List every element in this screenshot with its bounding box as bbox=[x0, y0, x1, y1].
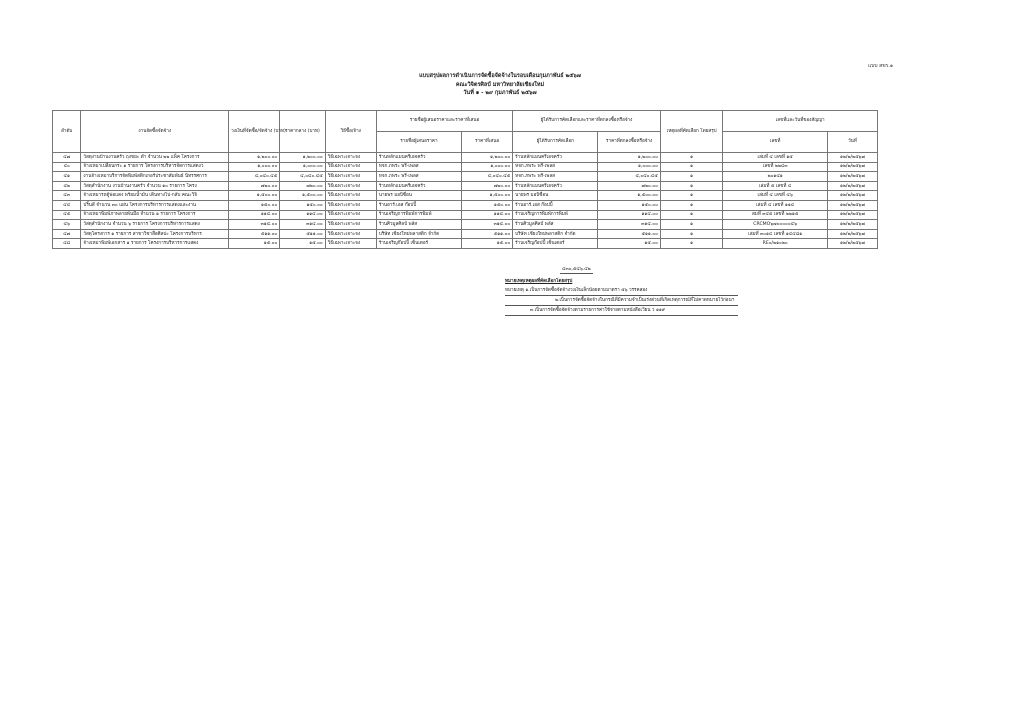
median-price: ๑๕.๐๐ bbox=[280, 239, 325, 249]
reason-code: ๑ bbox=[660, 210, 723, 220]
title-line-1: แบบสรุปผลการดำเนินการจัดซื้อจัดจ้างในรอบเดือนกุมภาพันธ์ ๒๕๖๗ bbox=[419, 73, 581, 79]
bidder-name: หจก.ภพระ พรี-เพลส bbox=[376, 172, 461, 182]
table-row bbox=[53, 239, 878, 249]
bid-price: ๑๑๔.๐๐ bbox=[462, 210, 513, 220]
document-title bbox=[380, 72, 620, 98]
purchase-method: วิธีเฉพาะเจาะจง bbox=[325, 210, 376, 220]
bidder-name: ร้านเจริญก๊อปปี้ เซ็นเตอร์ bbox=[376, 239, 461, 249]
contract-date: ๑๒/๒/๒๕๖๗ bbox=[827, 172, 877, 182]
reason-code: ๑ bbox=[660, 191, 723, 201]
row-number: ๔๑ bbox=[53, 172, 81, 182]
header-method: วิธีซื้อ/จ้าง bbox=[325, 111, 376, 153]
header-work: งานจัดซื้อจัดจ้าง bbox=[81, 111, 229, 153]
median-price: ๕๑๑.๐๐ bbox=[280, 229, 325, 239]
reason-code: ๑ bbox=[660, 220, 723, 230]
form-code: แบบ สขร.๑ bbox=[868, 63, 894, 69]
work-description: วัสดุสำนักงาน จำนวน ๖ รายการ โครงการบริหารการแสดง bbox=[81, 220, 229, 230]
work-description: จ้างเหมาพิมพ์เอกสาร ๑ รายการ โครงการบริหารการแสดง bbox=[81, 239, 229, 249]
median-price: ๔,๐๔๐.๔๕ bbox=[280, 172, 325, 182]
bid-price: ๗๒๐.๐๐ bbox=[462, 181, 513, 191]
contract-number: เล่มที่ ๕ เลขที่ ๔ bbox=[723, 181, 828, 191]
work-description: วัสดุงานบ้านงานครัว ถุงขยะ ดำ จำนวน ๒๒ แพ็ค โครงการ bbox=[81, 153, 229, 163]
bid-price: ๔,๐๔๐.๔๕ bbox=[462, 172, 513, 182]
reason-code: ๑ bbox=[660, 162, 723, 172]
table-header bbox=[53, 111, 878, 153]
budget-amount: ๔,๐๔๐.๔๕ bbox=[229, 172, 280, 182]
contract-number: เล่มที่ ๔ เลขที่ ๑๕ bbox=[723, 153, 828, 163]
reason-code: ๑ bbox=[660, 172, 723, 182]
budget-amount: ๑๑๔.๐๐ bbox=[229, 210, 280, 220]
row-number: ๔๓ bbox=[53, 191, 81, 201]
reason-code: ๑ bbox=[660, 153, 723, 163]
reason-line-1: หมายเหตุ ๑.เป็นการจัดซื้อจัดจ้างวงเงินเล็กน้อยตามมาตรา ๕๖ วรรคสอง bbox=[505, 286, 738, 296]
median-price: ๗๒๐.๐๐ bbox=[280, 181, 325, 191]
agreed-price: ๗๒๐.๐๐ bbox=[598, 181, 661, 191]
bid-price: ๑๕.๐๐ bbox=[462, 239, 513, 249]
contract-date: ๑๒/๒/๒๕๖๗ bbox=[827, 239, 877, 249]
reason-line-3: ๓.เป็นการจัดซื้อจัดจ้างตามรายการค่าใช้จ่ายตามหนังสือเวียน ว ๑๑๙ bbox=[505, 306, 738, 316]
table-row bbox=[53, 181, 878, 191]
budget-amount: ๑๕.๐๐ bbox=[229, 239, 280, 249]
median-price: ๑๕๐.๐๐ bbox=[280, 200, 325, 210]
contract-date: ๑๒/๒/๒๕๖๗ bbox=[827, 191, 877, 201]
bid-price: ๑๕๐.๐๐ bbox=[462, 200, 513, 210]
bidder-name: ร้านหลักแมนครีเอจครัว bbox=[376, 181, 461, 191]
winner-name: ร้านหลักแมนครีเอจครัว bbox=[513, 181, 598, 191]
purchase-method: วิธีเฉพาะเจาะจง bbox=[325, 172, 376, 182]
bidder-name: นายพร มอบิซื่อน bbox=[376, 191, 461, 201]
header-contract-no: เลขที่ bbox=[723, 132, 828, 153]
reasons-title: หมายเหตุเหตุผลที่คัดเลือกโดยสรุป bbox=[505, 279, 573, 284]
header-median-price: ราคากลาง (บาท) bbox=[280, 111, 325, 153]
winner-name: ร้านศิวมูลศิลป์ พลัส bbox=[513, 220, 598, 230]
agreed-price: ๕๑๑.๐๐ bbox=[598, 229, 661, 239]
table-row bbox=[53, 172, 878, 182]
header-bid-price: ราคาที่เสนอ bbox=[462, 132, 513, 153]
header-winner-group: ผู้ได้รับการคัดเลือกและราคาที่ตกลงซื้อหรือจ้าง bbox=[513, 111, 661, 132]
header-bidder-name: รายชื่อผู้เสนอราคา bbox=[376, 132, 461, 153]
table-row bbox=[53, 220, 878, 230]
winner-name: หจก.ภพระ พรี-เพลส bbox=[513, 162, 598, 172]
row-number: ๔๗ bbox=[53, 153, 81, 163]
bidder-name: หจก.ภพระ พรี-เพลส bbox=[376, 162, 461, 172]
contract-number: ๒๐๑๔๑ bbox=[723, 172, 828, 182]
winner-name: ร้านเจริญก๊อปปี้ เซ็นเตอร์ bbox=[513, 239, 598, 249]
reason-code: ๑ bbox=[660, 181, 723, 191]
agreed-price: ๔,๐๔๐.๔๕ bbox=[598, 172, 661, 182]
contract-number: เล่มที่ ๓๐๑๔ เลขที่ ๑๔๔๘๑ bbox=[723, 229, 828, 239]
agreed-price: ๑๕๐.๐๐ bbox=[598, 200, 661, 210]
bid-price: ๑,๒๐๐.๐๐ bbox=[462, 153, 513, 163]
bidder-name: ร้านอาร์.เอส ก๊อปปี้ bbox=[376, 200, 461, 210]
contract-date: ๑๒/๒/๒๕๖๗ bbox=[827, 181, 877, 191]
reason-code: ๑ bbox=[660, 200, 723, 210]
median-price: ๑,๕๐๐.๐๐ bbox=[280, 191, 325, 201]
budget-amount: ๑,๒๐๐.๐๐ bbox=[229, 153, 280, 163]
contract-number: เล่มที่ ๔ เลขที่ ๔๖ bbox=[723, 191, 828, 201]
work-description: วัสดุโครงการ ๑ รายการ สาขาวิชาสื่อศิลปะ โครงการบริหาร bbox=[81, 229, 229, 239]
agreed-price: ๑,๐๐๐.๐๐ bbox=[598, 162, 661, 172]
row-number: ๔๐ bbox=[53, 162, 81, 172]
purchase-method: วิธีเฉพาะเจาะจง bbox=[325, 153, 376, 163]
procurement-table bbox=[52, 110, 878, 249]
table-row bbox=[53, 153, 878, 163]
row-number: ๔๘ bbox=[53, 239, 81, 249]
budget-amount: ๑,๐๐๐.๐๐ bbox=[229, 162, 280, 172]
header-no: ลำดับ bbox=[53, 111, 81, 153]
work-description: จ้างเหมารถตู้พ่อแดง พร้อมน้ำมัน เดินทางไป-กลับ คณะวิจิ bbox=[81, 191, 229, 201]
contract-number: เลขที่ ๒๒๔๓ bbox=[723, 162, 828, 172]
median-price: ๑,๐๐๐.๐๐ bbox=[280, 162, 325, 172]
agreed-price: ๑๑๔.๐๐ bbox=[598, 210, 661, 220]
title-line-2: คณะวิจิตรศิลป์ มหาวิทยาลัยเชียงใหม่ bbox=[455, 81, 545, 88]
header-reason: เหตุผลที่คัดเลือก โดยสรุป bbox=[660, 111, 723, 153]
row-number: ๔๕ bbox=[53, 210, 81, 220]
budget-amount: ๑,๕๐๐.๐๐ bbox=[229, 191, 280, 201]
purchase-method: วิธีเฉพาะเจาะจง bbox=[325, 220, 376, 230]
table-row bbox=[53, 229, 878, 239]
header-agreed-price: ราคาที่ตกลงซื้อหรือจ้าง bbox=[598, 132, 661, 153]
median-price: ๑,๒๐๐.๐๐ bbox=[280, 153, 325, 163]
table-row bbox=[53, 162, 878, 172]
reason-code: ๑ bbox=[660, 229, 723, 239]
contract-number: สมที่ ๓๔๕ เลขที่ ๒๒๑๕ bbox=[723, 210, 828, 220]
work-description: งานจ้างเหมาบริการจัดพิมพ์สติกเกอร์ประชาสัมพันธ์ นิทรรศการ bbox=[81, 172, 229, 182]
bidder-name: ร้านเจริญการพิมพ์การพิมพ์ bbox=[376, 210, 461, 220]
contract-number: เล่มที่ ๔ เลขที่ ๑๑๔ bbox=[723, 200, 828, 210]
budget-amount: ๕๑๑.๐๐ bbox=[229, 229, 280, 239]
purchase-method: วิธีเฉพาะเจาะจง bbox=[325, 229, 376, 239]
contract-date: ๑๒/๒/๒๕๖๗ bbox=[827, 153, 877, 163]
winner-name: ร้านอาร์.เอส ก๊อปปี้ bbox=[513, 200, 598, 210]
header-budget: วงเงินที่จัดซื้อ/จัดจ้าง (บาท) bbox=[229, 111, 280, 153]
bid-price: ๕๑๑.๐๐ bbox=[462, 229, 513, 239]
purchase-method: วิธีเฉพาะเจาะจง bbox=[325, 239, 376, 249]
row-number: ๔๗ bbox=[53, 229, 81, 239]
purchase-method: วิธีเฉพาะเจาะจง bbox=[325, 181, 376, 191]
row-number: ๔๖ bbox=[53, 220, 81, 230]
agreed-price: ๓๑๔.๐๐ bbox=[598, 220, 661, 230]
contract-date: ๑๒/๒/๒๕๖๗ bbox=[827, 210, 877, 220]
winner-name: บริษัท เชียงใหม่พลาสติก จำกัด bbox=[513, 229, 598, 239]
agreed-price: ๑,๕๐๐.๐๐ bbox=[598, 191, 661, 201]
grand-total: ๔๓๐,๕๔๖.๔๒ bbox=[562, 267, 591, 272]
reason-code: ๑ bbox=[660, 239, 723, 249]
agreed-price: ๑๕.๐๐ bbox=[598, 239, 661, 249]
reasons-legend bbox=[505, 277, 738, 316]
median-price: ๓๑๔.๐๐ bbox=[280, 220, 325, 230]
header-bidders-group: รายชื่อผู้เสนอราคาและราคาที่เสนอ bbox=[376, 111, 512, 132]
row-number: ๔๒ bbox=[53, 181, 81, 191]
header-contract-group: เลขที่และวันที่ของสัญญา bbox=[723, 111, 878, 132]
winner-name: นายพร มอบิซื่อน bbox=[513, 191, 598, 201]
bidder-name: ร้านหลักแมนครีเอจครัว bbox=[376, 153, 461, 163]
row-number: ๔๔ bbox=[53, 200, 81, 210]
header-winner-name: ผู้ได้รับการคัดเลือก bbox=[513, 132, 598, 153]
bid-price: ๑,๕๐๐.๐๐ bbox=[462, 191, 513, 201]
contract-number: CRCMO๖๗๐๐๐๐๐๔๖ bbox=[723, 220, 828, 230]
winner-name: ร้านหลักแมนครีเอจครัว bbox=[513, 153, 598, 163]
agreed-price: ๑,๒๐๐.๐๐ bbox=[598, 153, 661, 163]
contract-date: ๑๒/๒/๒๕๖๗ bbox=[827, 220, 877, 230]
bid-price: ๑,๐๐๐.๐๐ bbox=[462, 162, 513, 172]
winner-name: ร้านเจริญการพิมพ์การพิมพ์ bbox=[513, 210, 598, 220]
bidder-name: บริษัท เชียงใหม่พลาสติก จำกัด bbox=[376, 229, 461, 239]
purchase-method: วิธีเฉพาะเจาะจง bbox=[325, 200, 376, 210]
bidder-name: ร้านศิวมูลศิลป์ พลัส bbox=[376, 220, 461, 230]
contract-date: ๑๒/๒/๒๕๖๗ bbox=[827, 229, 877, 239]
budget-amount: ๑๕๐.๐๐ bbox=[229, 200, 280, 210]
budget-amount: ๓๑๔.๐๐ bbox=[229, 220, 280, 230]
table-row bbox=[53, 191, 878, 201]
work-description: จ้างเหมาเปลี่ยนกระ ๑ รายการ โครงการบริหารจัดการแสดงว bbox=[81, 162, 229, 172]
table-row bbox=[53, 210, 878, 220]
purchase-method: วิธีเฉพาะเจาะจง bbox=[325, 191, 376, 201]
contract-date: ๑๒/๒/๒๕๖๗ bbox=[827, 200, 877, 210]
work-description: ปริ้นสี จำนวน ๓๐ แผ่น โครงการบริหารการแสดงและงาน bbox=[81, 200, 229, 210]
contract-number: RE๐/๒๑๐๒๐ bbox=[723, 239, 828, 249]
reason-line-2: ๒.เป็นการจัดซื้อจัดจ้างในกรณีที่มีความจำเป็นเร่งด่วนที่เกิดเหตุการณ์ที่ไม่คาดหมายไว้ก่อนฯ bbox=[505, 296, 738, 306]
work-description: จ้างเหมาพิมพ์ภาพลายพ้นมือ จำนวน ๑ รายการ โครงการ bbox=[81, 210, 229, 220]
work-description: วัสดุสำนักงาน งานบ้านงานครัว จำนวน ๑๐ รายการ โครง bbox=[81, 181, 229, 191]
table-body bbox=[53, 153, 878, 249]
bid-price: ๓๑๔.๐๐ bbox=[462, 220, 513, 230]
title-line-3: วันที่ ๑ - ๒๙ กุมภาพันธ์ ๒๕๖๗ bbox=[463, 90, 537, 96]
winner-name: หจก.ภพระ พรี-เพลส bbox=[513, 172, 598, 182]
median-price: ๑๑๔.๐๐ bbox=[280, 210, 325, 220]
header-contract-date: วันที่ bbox=[827, 132, 877, 153]
contract-date: ๑๒/๒/๒๕๖๗ bbox=[827, 162, 877, 172]
table-row bbox=[53, 200, 878, 210]
purchase-method: วิธีเฉพาะเจาะจง bbox=[325, 162, 376, 172]
budget-amount: ๗๒๐.๐๐ bbox=[229, 181, 280, 191]
